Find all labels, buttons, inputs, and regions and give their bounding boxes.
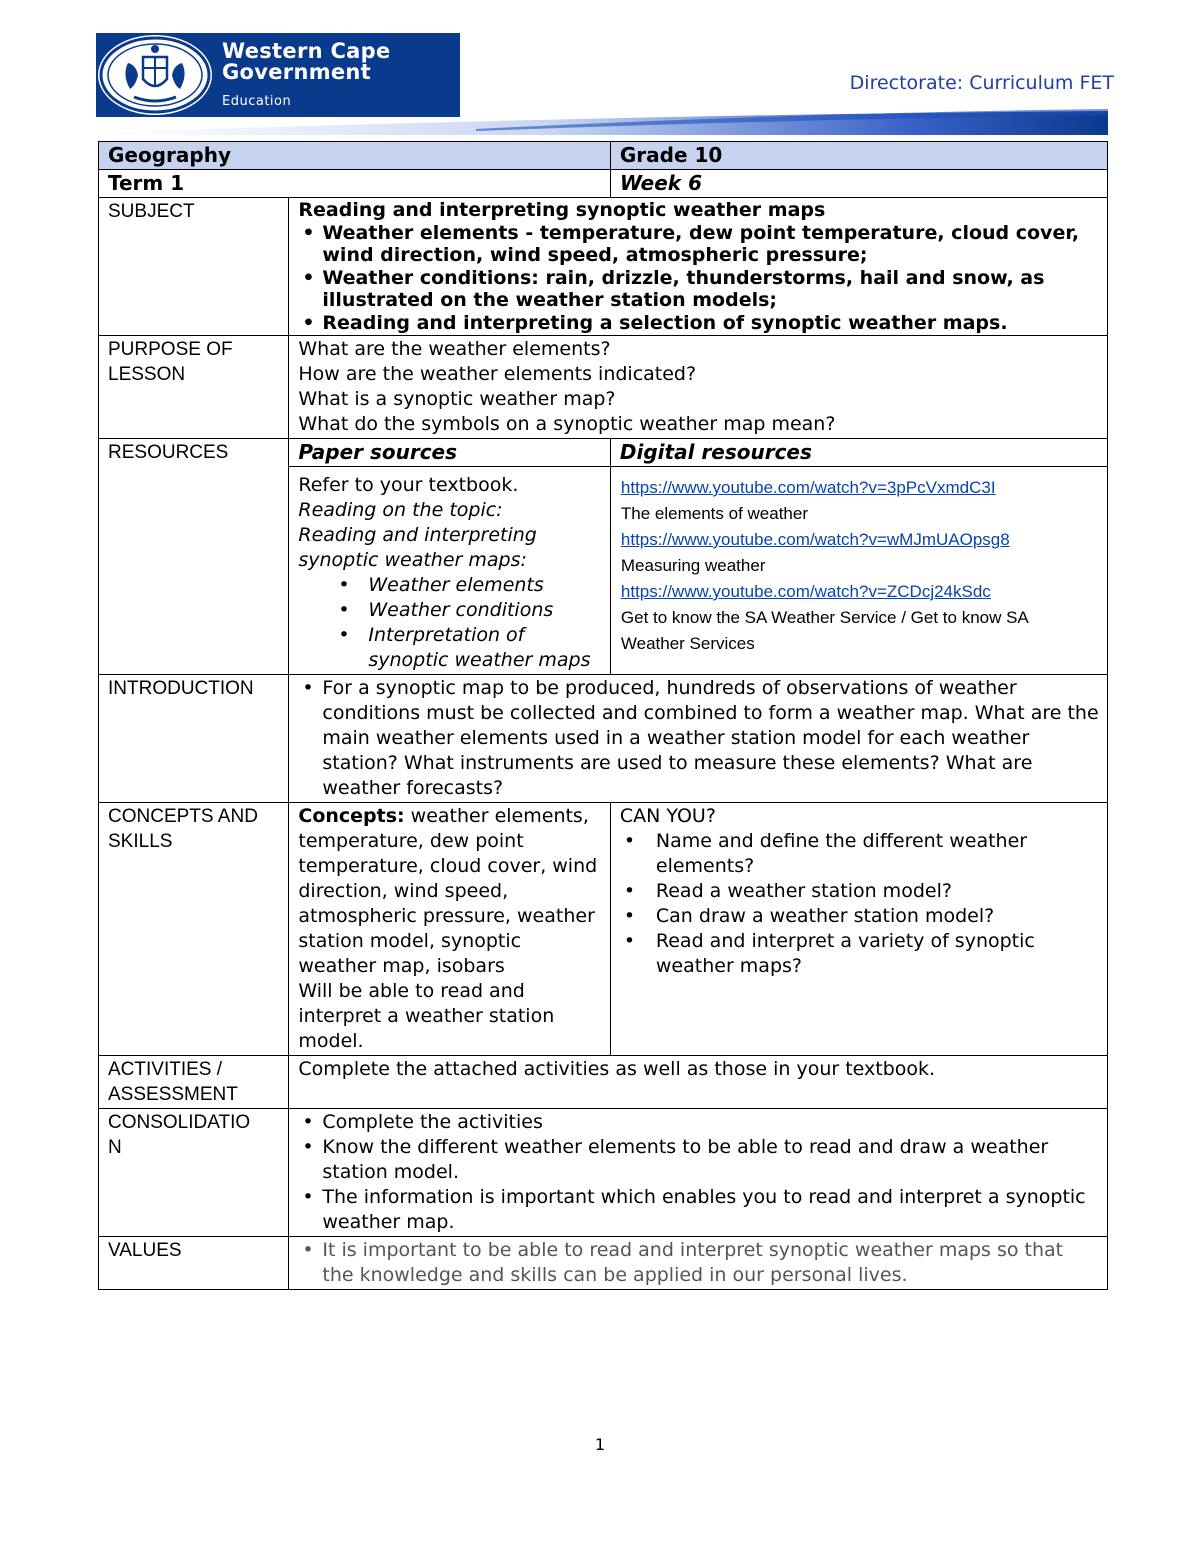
can-you-item: • Name and define the different weather elements? xyxy=(656,829,1099,879)
purpose-question: What are the weather elements? xyxy=(298,338,611,360)
label-values: VALUES xyxy=(99,1237,289,1290)
label-concepts-line2: SKILLS xyxy=(108,831,173,852)
purpose-content xyxy=(289,336,1108,439)
logo-text-government: Government xyxy=(222,60,372,84)
values-content xyxy=(289,1237,1108,1290)
term-cell: Term 1 xyxy=(99,170,611,198)
row-introduction xyxy=(99,675,1108,803)
can-you-item: • Read and interpret a variety of synoptic weather maps? xyxy=(656,929,1099,979)
paper-line: Reading on the topic: xyxy=(298,499,503,521)
label-purpose xyxy=(99,336,289,439)
label-activities xyxy=(99,1056,289,1109)
purpose-question: What do the symbols on a synoptic weather map mean? xyxy=(298,413,836,435)
coat-of-arms-icon xyxy=(98,35,212,115)
label-purpose-line2: LESSON xyxy=(108,364,186,385)
can-you-item: • Read a weather station model? xyxy=(656,879,1099,904)
week-cell: Week 6 xyxy=(610,170,1107,198)
values-text: • It is important to be able to read and interpret synoptic weather maps so that the knowledge and skills can be applied in our personal lives. xyxy=(322,1238,1099,1288)
digital-desc: Get to know the SA Weather Service / Get to know SA Weather Services xyxy=(620,608,1028,653)
paper-sources-content xyxy=(289,467,611,675)
lesson-plan-table xyxy=(98,141,1108,1290)
wcg-logo xyxy=(96,33,460,117)
label-concepts-line1: CONCEPTS AND xyxy=(108,806,258,827)
row-resources-head xyxy=(99,439,1108,467)
can-you-content xyxy=(610,803,1107,1056)
digital-resources-content xyxy=(610,467,1107,675)
will-be-able-text: Will be able to read and interpret a weather station model. xyxy=(298,980,555,1052)
consolidation-item: • Complete the activities xyxy=(322,1110,1099,1135)
youtube-link-elements[interactable]: https://www.youtube.com/watch?v=3pPcVxmdC3I xyxy=(620,478,996,497)
header-row-subject xyxy=(99,142,1108,170)
logo-text-education: Education xyxy=(222,94,292,109)
consolidation-content xyxy=(289,1109,1108,1237)
header-band xyxy=(96,109,1108,135)
row-values xyxy=(99,1237,1108,1290)
digital-resources-heading: Digital resources xyxy=(610,439,1107,467)
logo-text-western-cape: Western Cape xyxy=(222,39,391,63)
introduction-content xyxy=(289,675,1108,803)
subject-bullet: • Weather conditions: rain, drizzle, thunderstorms, hail and snow, as illustrated on the weather station models; xyxy=(322,267,1099,312)
label-activities-line1: ACTIVITIES / xyxy=(108,1059,223,1080)
youtube-link-measuring[interactable]: https://www.youtube.com/watch?v=wMJmUAOpsg8 xyxy=(620,530,1010,549)
consolidation-item: • Know the different weather elements to be able to read and draw a weather station model. xyxy=(322,1135,1099,1185)
label-introduction: INTRODUCTION xyxy=(99,675,289,803)
activities-text: Complete the attached activities as well as those in your textbook. xyxy=(289,1056,1108,1109)
page-number: 1 xyxy=(594,1435,606,1454)
label-activities-line2: ASSESSMENT xyxy=(108,1084,238,1105)
label-consolidation-line1: CONSOLIDATIO xyxy=(108,1112,251,1133)
paper-item: • Weather conditions xyxy=(368,598,602,623)
header-row-term xyxy=(99,170,1108,198)
introduction-text: • For a synoptic map to be produced, hundreds of observations of weather conditions must be collected and combined to form a weather map. What are the main weather elements used in a weather station model for each weather station? What instruments are used to measure these elements? What are weather forecasts? xyxy=(322,676,1099,801)
label-resources: RESOURCES xyxy=(99,439,289,675)
can-you-heading: CAN YOU? xyxy=(619,805,716,827)
directorate-label: Directorate: Curriculum FET xyxy=(849,72,1114,94)
concepts-list: weather elements, temperature, dew point temperature, cloud cover, wind direction, wind speed, atmospheric pressure, weather station model, synoptic weather map, isobars xyxy=(298,805,598,977)
consolidation-item: • The information is important which enables you to read and interpret a synoptic weather map. xyxy=(322,1185,1099,1235)
subject-bullet: • Weather elements - temperature, dew point temperature, cloud cover, wind direction, wind speed, atmospheric pressure; xyxy=(322,222,1099,267)
concepts-label: Concepts: xyxy=(298,805,405,827)
subject-content xyxy=(289,198,1108,336)
can-you-item: • Can draw a weather station model? xyxy=(656,904,1099,929)
row-purpose xyxy=(99,336,1108,439)
paper-sources-heading: Paper sources xyxy=(289,439,611,467)
digital-desc: Measuring weather xyxy=(620,556,766,575)
label-purpose-line1: PURPOSE OF xyxy=(108,339,233,360)
subject-name-cell: Geography xyxy=(99,142,611,170)
paper-item: • Interpretation of synoptic weather maps xyxy=(368,623,602,673)
label-concepts xyxy=(99,803,289,1056)
concepts-content xyxy=(289,803,611,1056)
paper-item: • Weather elements xyxy=(368,573,602,598)
row-consolidation xyxy=(99,1109,1108,1237)
paper-line: Refer to your textbook. xyxy=(298,474,519,496)
grade-cell: Grade 10 xyxy=(610,142,1107,170)
paper-line: Reading and interpreting synoptic weather maps: xyxy=(298,524,537,571)
label-consolidation xyxy=(99,1109,289,1237)
label-consolidation-line2: N xyxy=(108,1137,122,1158)
purpose-question: What is a synoptic weather map? xyxy=(298,388,616,410)
row-activities xyxy=(99,1056,1108,1109)
row-subject xyxy=(99,198,1108,336)
subject-title: Reading and interpreting synoptic weather maps xyxy=(298,199,826,221)
concepts-text xyxy=(298,804,602,979)
row-concepts xyxy=(99,803,1108,1056)
subject-bullet: • Reading and interpreting a selection of synoptic weather maps. xyxy=(322,312,1099,335)
digital-desc: The elements of weather xyxy=(620,504,808,523)
youtube-link-sa-weather[interactable]: https://www.youtube.com/watch?v=ZCDcj24kSdc xyxy=(620,582,991,601)
label-subject: SUBJECT xyxy=(99,198,289,336)
purpose-question: How are the weather elements indicated? xyxy=(298,363,697,385)
